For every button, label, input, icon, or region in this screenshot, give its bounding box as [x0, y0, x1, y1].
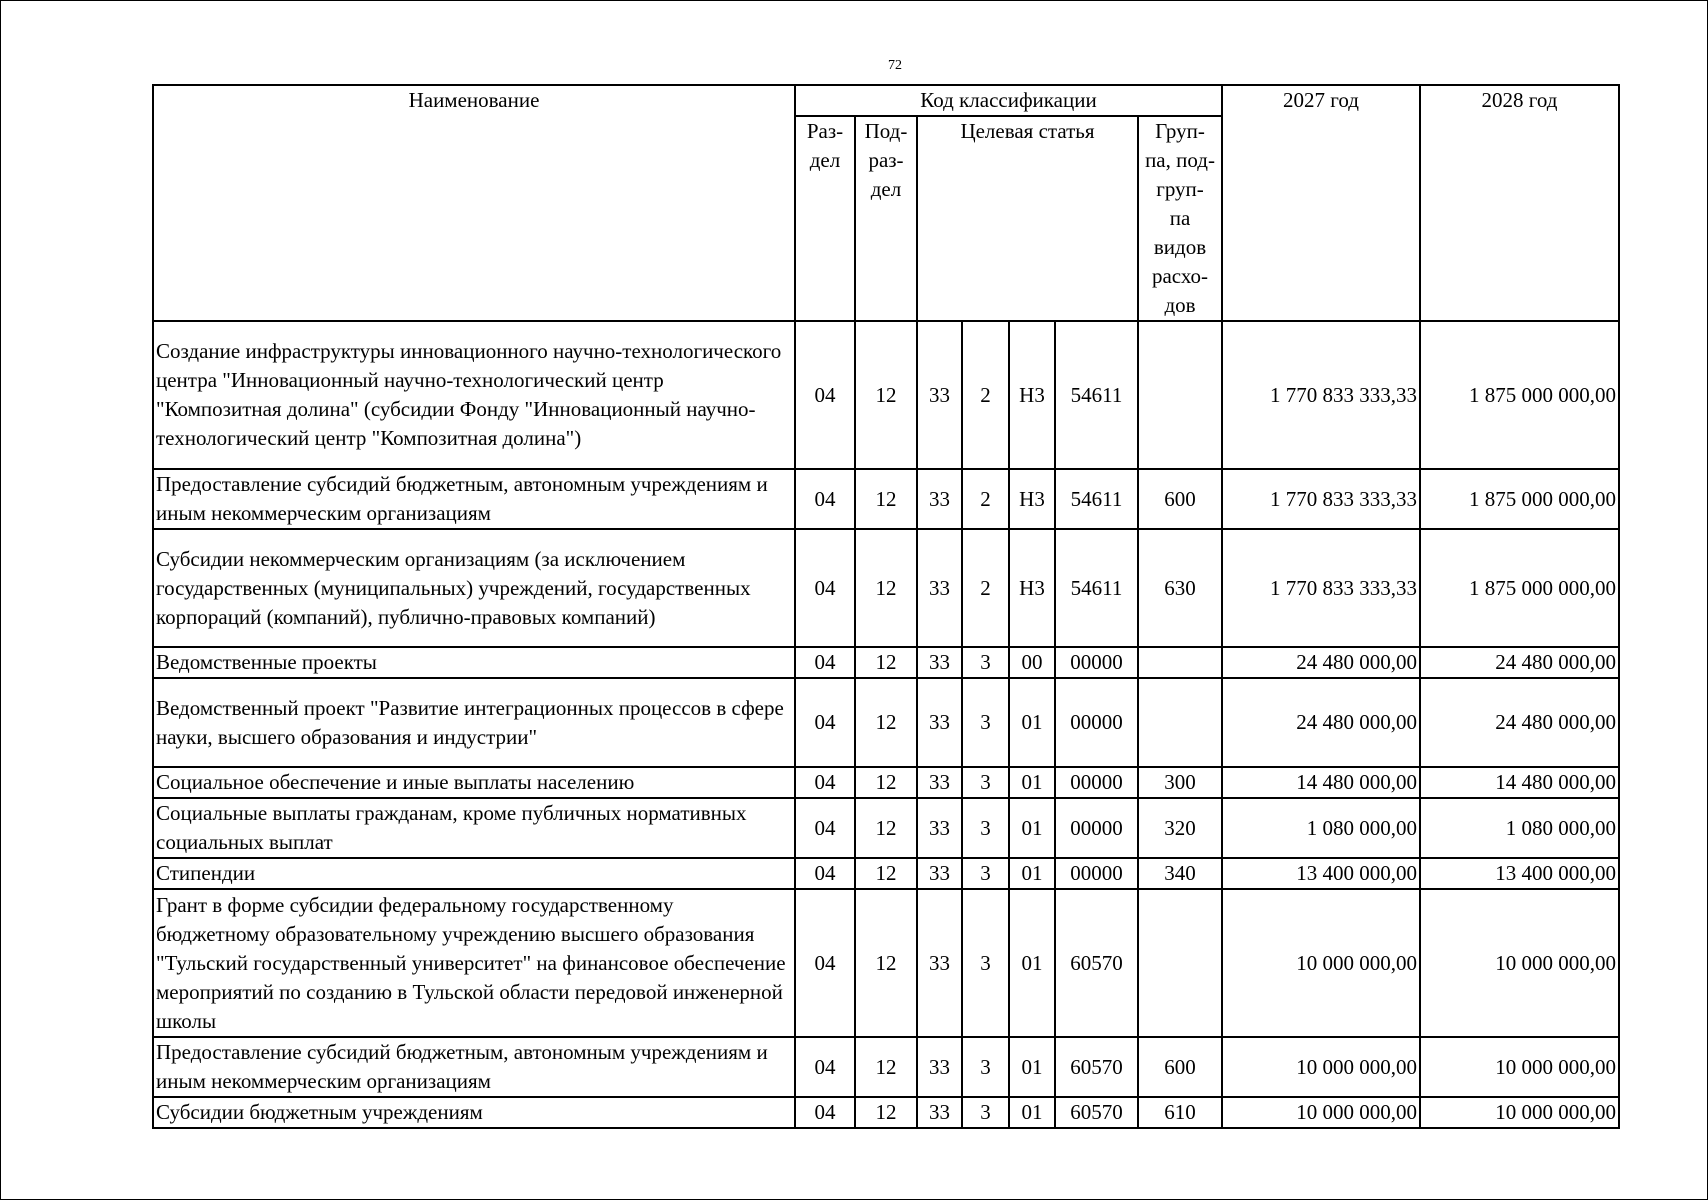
- header-target-article: Целевая статья: [917, 116, 1138, 321]
- row-target-type: 3: [962, 858, 1009, 889]
- row-subsection: 12: [855, 858, 917, 889]
- row-section: 04: [795, 1097, 855, 1128]
- header-row-1: [153, 85, 1619, 116]
- page-number: 72: [888, 58, 902, 73]
- row-target-direction: 60570: [1055, 889, 1138, 1037]
- row-expense-group: 320: [1138, 798, 1222, 858]
- row-subsection: 12: [855, 889, 917, 1037]
- row-subsection: 12: [855, 529, 917, 647]
- row-expense-group: [1138, 647, 1222, 678]
- row-section: 04: [795, 767, 855, 798]
- row-name: Ведомственный проект "Развитие интеграционных процессов в сфере науки, высшего образования и индустрии": [153, 678, 795, 767]
- row-target-program: 33: [917, 469, 962, 529]
- row-target-program: 33: [917, 858, 962, 889]
- row-target-direction: 54611: [1055, 469, 1138, 529]
- table-row: [153, 858, 1619, 889]
- row-name: Стипендии: [153, 858, 795, 889]
- row-amount-2027: 1 770 833 333,33: [1222, 529, 1420, 647]
- row-target-program: 33: [917, 529, 962, 647]
- row-section: 04: [795, 529, 855, 647]
- row-amount-2028: 1 875 000 000,00: [1420, 529, 1619, 647]
- row-subsection: 12: [855, 469, 917, 529]
- row-subsection: 12: [855, 767, 917, 798]
- row-subsection: 12: [855, 678, 917, 767]
- header-2028: 2028 год: [1420, 85, 1619, 321]
- row-expense-group: 630: [1138, 529, 1222, 647]
- table-row: [153, 678, 1619, 767]
- row-section: 04: [795, 678, 855, 767]
- row-target-direction: 60570: [1055, 1037, 1138, 1097]
- row-amount-2028: 1 080 000,00: [1420, 798, 1619, 858]
- row-section: 04: [795, 321, 855, 469]
- table-row: [153, 1037, 1619, 1097]
- row-section: 04: [795, 798, 855, 858]
- row-name: Создание инфраструктуры инновационного научно-технологического центра "Инновационный научно-технологический центр "Композитная долина" (субсидии Фонду "Инновационный научно-технологический центр "Композитная долина"): [153, 321, 795, 469]
- row-section: 04: [795, 469, 855, 529]
- row-amount-2027: 24 480 000,00: [1222, 678, 1420, 767]
- row-target-type: 2: [962, 321, 1009, 469]
- table-row: [153, 889, 1619, 1037]
- row-target-program: 33: [917, 647, 962, 678]
- row-target-program: 33: [917, 678, 962, 767]
- table-row: [153, 321, 1619, 469]
- row-subsection: 12: [855, 798, 917, 858]
- row-target-project: Н3: [1009, 469, 1055, 529]
- header-expense-group: Груп- па, под- груп- па видов расхо- дов: [1138, 116, 1222, 321]
- table-row: [153, 798, 1619, 858]
- row-target-program: 33: [917, 321, 962, 469]
- row-section: 04: [795, 1037, 855, 1097]
- row-target-program: 33: [917, 767, 962, 798]
- row-name: Предоставление субсидий бюджетным, автономным учреждениям и иным некоммерческим организациям: [153, 1037, 795, 1097]
- row-amount-2027: 10 000 000,00: [1222, 1097, 1420, 1128]
- row-subsection: 12: [855, 321, 917, 469]
- row-expense-group: 300: [1138, 767, 1222, 798]
- row-amount-2028: 10 000 000,00: [1420, 889, 1619, 1037]
- row-expense-group: [1138, 889, 1222, 1037]
- row-target-program: 33: [917, 798, 962, 858]
- row-expense-group: 610: [1138, 1097, 1222, 1128]
- header-name: Наименование: [153, 85, 795, 321]
- row-target-type: 3: [962, 889, 1009, 1037]
- row-target-direction: 54611: [1055, 529, 1138, 647]
- row-target-project: 01: [1009, 767, 1055, 798]
- row-target-project: Н3: [1009, 529, 1055, 647]
- row-name: Ведомственные проекты: [153, 647, 795, 678]
- row-target-type: 2: [962, 529, 1009, 647]
- row-amount-2028: 14 480 000,00: [1420, 767, 1619, 798]
- row-subsection: 12: [855, 1097, 917, 1128]
- row-name: Социальное обеспечение и иные выплаты населению: [153, 767, 795, 798]
- row-target-direction: 54611: [1055, 321, 1138, 469]
- row-target-direction: 00000: [1055, 678, 1138, 767]
- row-amount-2028: 1 875 000 000,00: [1420, 321, 1619, 469]
- row-name: Предоставление субсидий бюджетным, автономным учреждениям и иным некоммерческим организациям: [153, 469, 795, 529]
- row-target-type: 3: [962, 1097, 1009, 1128]
- table-row: [153, 647, 1619, 678]
- row-amount-2027: 1 770 833 333,33: [1222, 469, 1420, 529]
- row-target-project: 01: [1009, 858, 1055, 889]
- row-target-direction: 00000: [1055, 647, 1138, 678]
- table-row: [153, 1097, 1619, 1128]
- row-expense-group: [1138, 321, 1222, 469]
- row-amount-2028: 10 000 000,00: [1420, 1097, 1619, 1128]
- row-target-program: 33: [917, 889, 962, 1037]
- row-target-program: 33: [917, 1097, 962, 1128]
- row-target-type: 3: [962, 767, 1009, 798]
- row-amount-2027: 10 000 000,00: [1222, 1037, 1420, 1097]
- row-target-type: 2: [962, 469, 1009, 529]
- row-amount-2028: 24 480 000,00: [1420, 647, 1619, 678]
- header-2027: 2027 год: [1222, 85, 1420, 321]
- row-target-type: 3: [962, 1037, 1009, 1097]
- row-target-direction: 60570: [1055, 1097, 1138, 1128]
- row-section: 04: [795, 889, 855, 1037]
- row-subsection: 12: [855, 647, 917, 678]
- row-amount-2028: 10 000 000,00: [1420, 1037, 1619, 1097]
- row-target-project: 01: [1009, 889, 1055, 1037]
- row-target-project: 01: [1009, 1097, 1055, 1128]
- row-expense-group: [1138, 678, 1222, 767]
- table-row: [153, 469, 1619, 529]
- row-target-type: 3: [962, 798, 1009, 858]
- row-target-project: 01: [1009, 1037, 1055, 1097]
- row-target-type: 3: [962, 647, 1009, 678]
- row-amount-2027: 13 400 000,00: [1222, 858, 1420, 889]
- row-name: Субсидии некоммерческим организациям (за исключением государственных (муниципальных) учреждений, государственных корпораций (компаний), публично-правовых компаний): [153, 529, 795, 647]
- row-target-direction: 00000: [1055, 858, 1138, 889]
- row-target-type: 3: [962, 678, 1009, 767]
- row-subsection: 12: [855, 1037, 917, 1097]
- row-amount-2027: 14 480 000,00: [1222, 767, 1420, 798]
- budget-table: [152, 84, 1620, 1129]
- table-body: [153, 321, 1619, 1128]
- row-amount-2028: 1 875 000 000,00: [1420, 469, 1619, 529]
- row-amount-2027: 1 080 000,00: [1222, 798, 1420, 858]
- row-target-direction: 00000: [1055, 798, 1138, 858]
- row-amount-2028: 13 400 000,00: [1420, 858, 1619, 889]
- table-row: [153, 529, 1619, 647]
- table-row: [153, 767, 1619, 798]
- row-name: Социальные выплаты гражданам, кроме публичных нормативных социальных выплат: [153, 798, 795, 858]
- row-target-direction: 00000: [1055, 767, 1138, 798]
- row-amount-2027: 24 480 000,00: [1222, 647, 1420, 678]
- row-section: 04: [795, 858, 855, 889]
- row-expense-group: 600: [1138, 1037, 1222, 1097]
- header-section: Раз- дел: [795, 116, 855, 321]
- row-expense-group: 340: [1138, 858, 1222, 889]
- row-name: Субсидии бюджетным учреждениям: [153, 1097, 795, 1128]
- row-amount-2028: 24 480 000,00: [1420, 678, 1619, 767]
- row-expense-group: 600: [1138, 469, 1222, 529]
- row-section: 04: [795, 647, 855, 678]
- row-target-project: Н3: [1009, 321, 1055, 469]
- row-target-project: 00: [1009, 647, 1055, 678]
- header-subsection: Под- раз- дел: [855, 116, 917, 321]
- row-amount-2027: 1 770 833 333,33: [1222, 321, 1420, 469]
- row-target-project: 01: [1009, 798, 1055, 858]
- header-code: Код классификации: [795, 85, 1222, 116]
- row-target-project: 01: [1009, 678, 1055, 767]
- row-name: Грант в форме субсидии федеральному государственному бюджетному образовательному учреждению высшего образования "Тульский государственный университет" на финансовое обеспечение мероприятий по созданию в Тульской области передовой инженерной школы: [153, 889, 795, 1037]
- row-amount-2027: 10 000 000,00: [1222, 889, 1420, 1037]
- row-target-program: 33: [917, 1037, 962, 1097]
